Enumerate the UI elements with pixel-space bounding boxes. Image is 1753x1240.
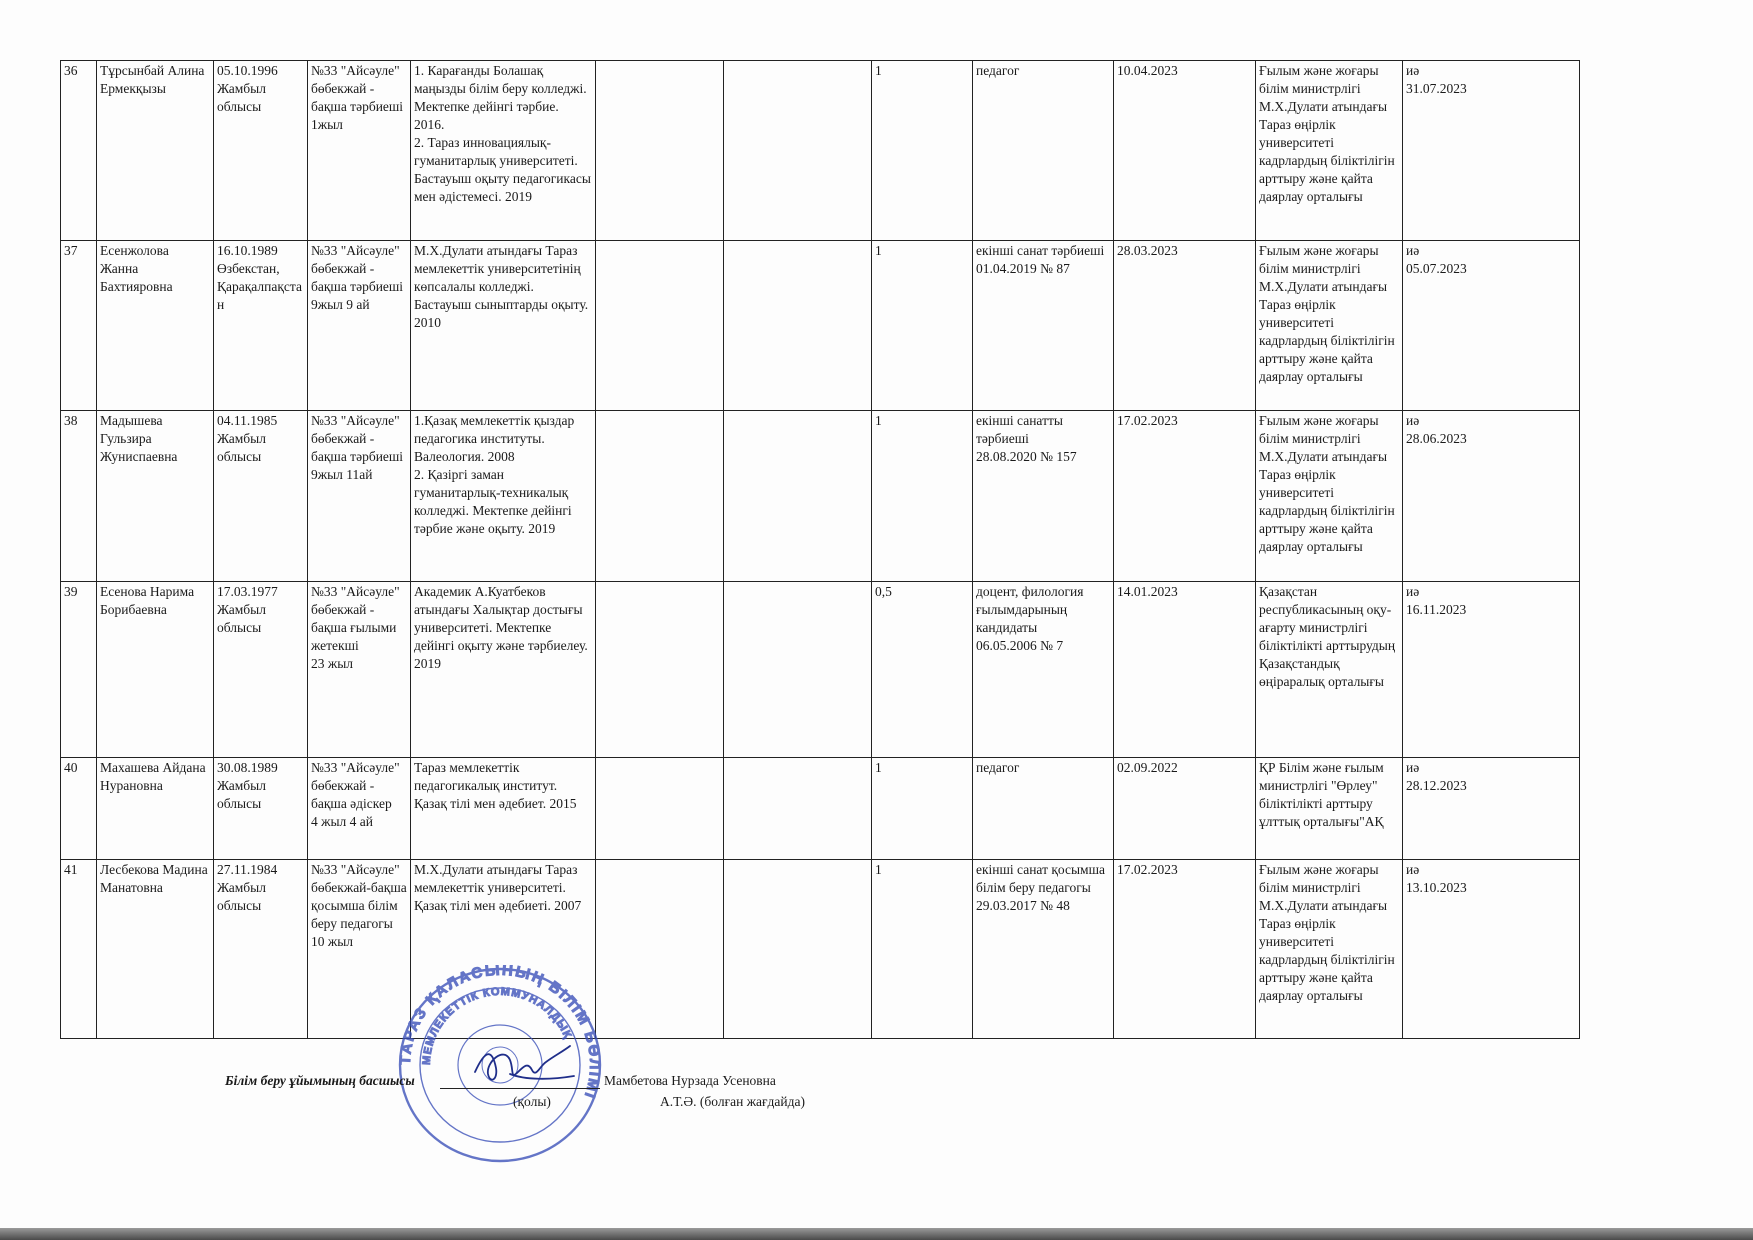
table-body xyxy=(61,61,1580,1039)
full-name-caption: А.Т.Ә. (болған жағдайда) xyxy=(660,1094,805,1109)
stamp-outer-text: ТАРАЗ ҚАЛАСЫНЫҢ БІЛІМ БӨЛІМІ xyxy=(396,965,604,1102)
category-cell: екінші санат тәрбиеші 01.04.2019 № 87 xyxy=(973,241,1114,411)
course-provider-cell: Ғылым және жоғары білім министрлігі М.Х.Дулати атындағы Тараз өңірлік университеті кадрлардың біліктілігін арттыру және қайта даярлау орталығы xyxy=(1256,241,1403,411)
education-cell: Академик А.Куатбеков атындағы Халықтар достығы университеті. Мектепке дейінгі оқыту және тәрбиелеу. 2019 xyxy=(411,582,596,758)
course-provider-cell: Ғылым және жоғары білім министрлігі М.Х.Дулати атындағы Тараз өңірлік университеті кадрлардың біліктілігін арттыру және қайта даярлау орталығы xyxy=(1256,860,1403,1039)
rate-cell: 1 xyxy=(872,241,973,411)
course-date-cell: 17.02.2023 xyxy=(1114,411,1256,582)
course-provider-cell: Ғылым және жоғары білім министрлігі М.Х.Дулати атындағы Тараз өңірлік университеті кадрлардың біліктілігін арттыру және қайта даярлау орталығы xyxy=(1256,61,1403,241)
signature-caption: (қолы) xyxy=(513,1094,551,1109)
column-6-cell xyxy=(596,582,724,758)
education-cell: М.Х.Дулати атындағы Тараз мемлекеттік университетінің көпсалалы колледжі. Бастауыш сыныптарды оқыту. 2010 xyxy=(411,241,596,411)
course-provider-cell: Ғылым және жоғары білім министрлігі М.Х.Дулати атындағы Тараз өңірлік университеті кадрлардың біліктілігін арттыру және қайта даярлау орталығы xyxy=(1256,411,1403,582)
column-6-cell xyxy=(596,758,724,860)
birth-date-place-cell: 05.10.1996 Жамбыл облысы xyxy=(214,61,308,241)
table-row xyxy=(61,61,1580,241)
position-experience-cell: №33 "Айсәуле" бөбекжай - бақша тәрбиеші 9жыл 11ай xyxy=(308,411,411,582)
column-7-cell xyxy=(724,582,872,758)
position-experience-cell: №33 "Айсәуле" бөбекжай - бақша ғылыми жетекші 23 жыл xyxy=(308,582,411,758)
category-cell: педагог xyxy=(973,61,1114,241)
table-row xyxy=(61,758,1580,860)
course-date-cell: 10.04.2023 xyxy=(1114,61,1256,241)
row-number-cell: 36 xyxy=(61,61,97,241)
course-date-cell: 14.01.2023 xyxy=(1114,582,1256,758)
rate-cell: 1 xyxy=(872,411,973,582)
row-number-cell: 39 xyxy=(61,582,97,758)
full-name-cell: Мадышева Гульзира Жуниспаевна xyxy=(97,411,214,582)
education-cell: М.Х.Дулати атындағы Тараз мемлекеттік университеті. Қазақ тілі мен әдебиеті. 2007 xyxy=(411,860,596,1039)
education-cell: Тараз мемлекеттік педагогикалық институт. Қазақ тілі мен әдебиет. 2015 xyxy=(411,758,596,860)
position-experience-cell: №33 "Айсәуле" бөбекжай - бақша әдіскер 4 жыл 4 ай xyxy=(308,758,411,860)
full-name-cell: Есенова Нарима Борибаевна xyxy=(97,582,214,758)
column-7-cell xyxy=(724,758,872,860)
position-experience-cell: №33 "Айсәуле" бөбекжай - бақша тәрбиеші 9жыл 9 ай xyxy=(308,241,411,411)
full-name-cell: Лесбекова Мадина Манатовна xyxy=(97,860,214,1039)
signature-line xyxy=(440,1088,600,1089)
table-row xyxy=(61,860,1580,1039)
table-row xyxy=(61,411,1580,582)
column-7-cell xyxy=(724,411,872,582)
education-cell: 1. Карағанды Болашақ маңызды білім беру колледжі. Мектепке дейінгі тәрбие. 2016. 2. Тараз инновациялық-гуманитарлық университеті. Бастауыш оқыту педагогикасы мен әдістемесі. 2019 xyxy=(411,61,596,241)
column-7-cell xyxy=(724,241,872,411)
row-number-cell: 40 xyxy=(61,758,97,860)
rate-cell: 1 xyxy=(872,758,973,860)
category-cell: екінші санатты тәрбиеші 28.08.2020 № 157 xyxy=(973,411,1114,582)
row-number-cell: 37 xyxy=(61,241,97,411)
staff-table xyxy=(60,60,1580,1039)
course-date-cell: 28.03.2023 xyxy=(1114,241,1256,411)
category-cell: педагог xyxy=(973,758,1114,860)
full-name-cell: Есенжолова Жанна Бахтияровна xyxy=(97,241,214,411)
certificate-cell: иә 28.06.2023 xyxy=(1403,411,1580,582)
course-date-cell: 02.09.2022 xyxy=(1114,758,1256,860)
birth-date-place-cell: 27.11.1984 Жамбыл облысы xyxy=(214,860,308,1039)
certificate-cell: иә 28.12.2023 xyxy=(1403,758,1580,860)
column-6-cell xyxy=(596,411,724,582)
course-date-cell: 17.02.2023 xyxy=(1114,860,1256,1039)
handwritten-signature xyxy=(470,1040,580,1090)
table-row xyxy=(61,241,1580,411)
category-cell: екінші санат қосымша білім беру педагогы 29.03.2017 № 48 xyxy=(973,860,1114,1039)
rate-cell: 0,5 xyxy=(872,582,973,758)
full-name-cell: Тұрсынбай Алина Ермекқызы xyxy=(97,61,214,241)
column-7-cell xyxy=(724,61,872,241)
birth-date-place-cell: 30.08.1989 Жамбыл облысы xyxy=(214,758,308,860)
scan-bottom-edge xyxy=(0,1228,1753,1240)
stamp-inner-text: МЕМЛЕКЕТТІК КОММУНАЛДЫҚ xyxy=(420,985,574,1066)
rate-cell: 1 xyxy=(872,860,973,1039)
table-row xyxy=(61,582,1580,758)
row-number-cell: 38 xyxy=(61,411,97,582)
position-experience-cell: №33 "Айсәуле" бөбекжай-бақша қосымша білім беру педагогы 10 жыл xyxy=(308,860,411,1039)
certificate-cell: иә 05.07.2023 xyxy=(1403,241,1580,411)
birth-date-place-cell: 16.10.1989 Өзбекстан, Қарақалпақстан xyxy=(214,241,308,411)
column-7-cell xyxy=(724,860,872,1039)
course-provider-cell: Қазақстан республикасының оқу-ағарту министрлігі біліктілікті арттырудың Қазақстандық өңіраралық орталығы xyxy=(1256,582,1403,758)
birth-date-place-cell: 04.11.1985 Жамбыл облысы xyxy=(214,411,308,582)
course-provider-cell: ҚР Білім және ғылым министрлігі "Өрлеу" біліктілікті арттыру ұлттық орталығы"АҚ xyxy=(1256,758,1403,860)
column-6-cell xyxy=(596,61,724,241)
position-experience-cell: №33 "Айсәуле" бөбекжай - бақша тәрбиеші 1жыл xyxy=(308,61,411,241)
certificate-cell: иә 31.07.2023 xyxy=(1403,61,1580,241)
head-name: Мамбетова Нурзада Усеновна xyxy=(604,1073,776,1088)
full-name-cell: Махашева Айдана Нурановна xyxy=(97,758,214,860)
rate-cell: 1 xyxy=(872,61,973,241)
certificate-cell: иә 13.10.2023 xyxy=(1403,860,1580,1039)
row-number-cell: 41 xyxy=(61,860,97,1039)
category-cell: доцент, филология ғылымдарының кандидаты 06.05.2006 № 7 xyxy=(973,582,1114,758)
education-cell: 1.Қазақ мемлекеттік қыздар педагогика институты. Валеология. 2008 2. Қазіргі заман гуманитарлық-техникалық колледжі. Мектепке дейінгі тәрбие және оқыту. 2019 xyxy=(411,411,596,582)
birth-date-place-cell: 17.03.1977 Жамбыл облысы xyxy=(214,582,308,758)
head-label: Білім беру ұйымының басшысы xyxy=(225,1073,415,1088)
column-6-cell xyxy=(596,241,724,411)
certificate-cell: иә 16.11.2023 xyxy=(1403,582,1580,758)
